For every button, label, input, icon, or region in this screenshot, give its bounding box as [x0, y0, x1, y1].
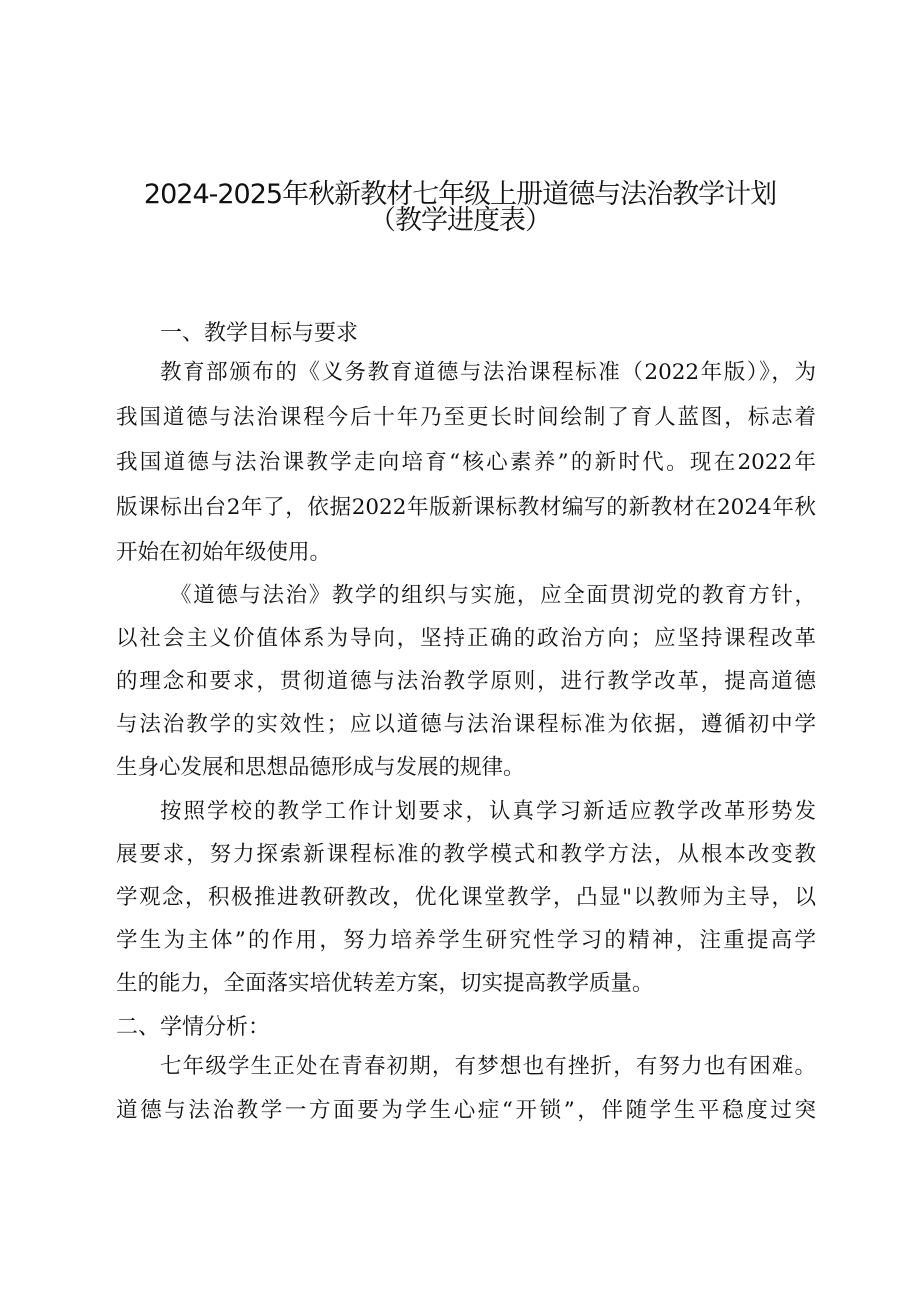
- document-title: 2024-2025年秋新教材七年级上册道德与法治教学计划: [143, 179, 777, 210]
- paragraph-line: 学生为主体”的作用，努力培养学生研究性学习的精神，注重提高学: [116, 928, 816, 953]
- paragraph-line: 道德与法治教学一方面要为学生心症“开锁”，伴随学生平稳度过突: [116, 1098, 816, 1123]
- paragraph-line: 教育部颁布的《义务教育道德与法治课程标准（2022年版）》，为: [160, 360, 816, 385]
- paragraph-line: 我国道德与法治课教学走向培育“核心素养”的新时代。现在2022年: [116, 450, 816, 475]
- paragraph-line: 的理念和要求，贯彻道德与法治教学原则，进行教学改革，提高道德: [116, 669, 816, 694]
- paragraph-line: 开始在初始年级使用。: [116, 540, 332, 565]
- paragraph-line: 学观念，积极推进教研教改，优化课堂教学，凸显"以教师为主导，以: [116, 885, 816, 910]
- document-subtitle: （教学进度表）: [369, 205, 551, 236]
- paragraph-line: 版课标出台2年了，依据2022年版新课标教材编写的新教材在2024年秋: [116, 495, 816, 520]
- paragraph-line: 以社会主义价值体系为导向，坚持正确的政治方向；应坚持课程改革: [116, 626, 816, 651]
- paragraph-line: 生的能力，全面落实培优转差方案，切实提高教学质量。: [116, 971, 654, 996]
- paragraph-line: 《道德与法治》教学的组织与实施，应全面贯沏党的教育方针，: [170, 583, 816, 608]
- paragraph-line: 与法治教学的实效性；应以道德与法治课程标准为依据，遵循初中学: [116, 712, 816, 737]
- section-heading-analysis: 二、学情分析：: [116, 1015, 271, 1040]
- paragraph-line: 我国道德与法治课程今后十年乃至更长时间绘制了育人蓝图，标志着: [116, 405, 816, 430]
- paragraph-line: 生身心发展和思想品德形成与发展的规律。: [116, 755, 525, 780]
- paragraph-line: 七年级学生正处在青春初期，有梦想也有挫折，有努力也有困难。: [160, 1054, 816, 1079]
- section-heading-goals: 一、教学目标与要求: [160, 321, 359, 346]
- paragraph-line: 展要求，努力探索新课程标准的教学模式和教学方法，从根本改变教: [116, 842, 816, 867]
- paragraph-line: 按照学校的教学工作计划要求，认真学习新适应教学改革形势发: [160, 799, 816, 824]
